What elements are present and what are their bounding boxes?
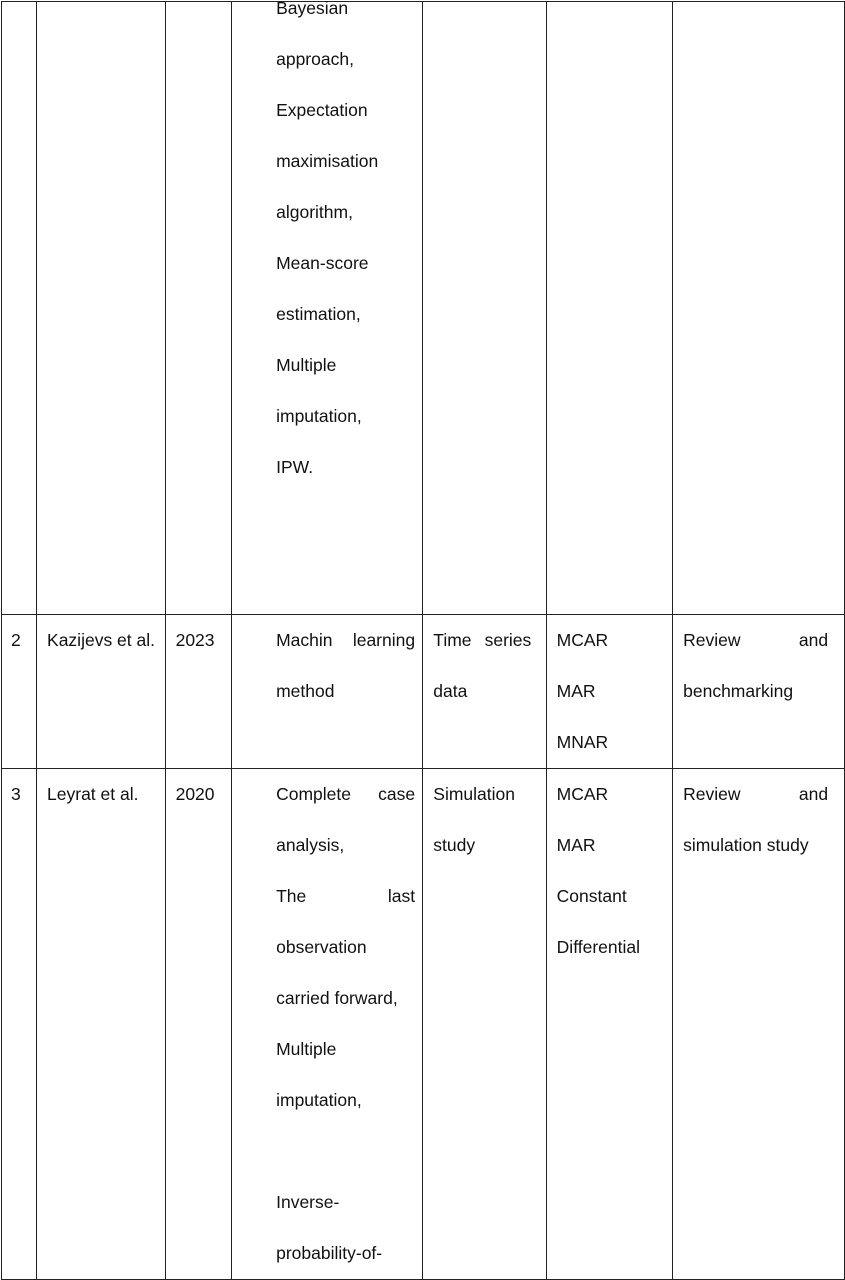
cell-year: 2023 [165,615,232,769]
table-row [2,2,845,615]
cell-mechanism [546,615,672,769]
data-line: Simulation [433,784,516,804]
study-line: simulation study [683,835,809,855]
methods-line: probability-of- [276,1243,383,1263]
methods-line: algorithm, [276,202,353,222]
mechanism-item: Constant [556,886,627,906]
mechanism-item: MAR [556,835,596,855]
methods-word: case [378,784,416,804]
study-line: benchmarking [683,681,794,701]
study-word: and [798,784,829,804]
cell-study-type [673,615,845,769]
methods-word: The [276,886,307,906]
cell-methods [232,2,423,615]
cell-data-type [423,769,546,1280]
methods-line: imputation, [276,406,362,426]
cell-study-type [673,2,845,615]
cell-data-type [423,2,546,615]
cell-mechanism [546,769,672,1280]
table-row [2,615,845,769]
data-line: data [433,681,468,701]
cell-authors [37,2,166,615]
methods-line: approach, [276,49,354,69]
methods-line: observation [276,937,367,957]
methods-line: Inverse- [276,1192,340,1212]
data-line: study [433,835,476,855]
cell-methods [232,769,423,1280]
literature-table [1,1,845,1280]
mechanism-item: MCAR [556,784,609,804]
methods-line: Expectation [276,100,368,120]
methods-line: method [276,681,335,701]
methods-line: Multiple [276,1039,337,1059]
methods-line: IPW. [276,457,314,477]
cell-study-type [673,769,845,1280]
mechanism-item: Differential [556,937,641,957]
study-word: Review [683,630,741,650]
methods-word: Complete [276,784,352,804]
blank-line [276,1126,415,1177]
methods-line: Mean-score [276,253,369,273]
methods-word: learning [352,630,416,650]
cell-year [165,2,232,615]
methods-line: estimation, [276,304,361,324]
cell-no: 2 [2,615,37,769]
methods-line: analysis, [276,835,345,855]
mechanism-item: MAR [556,681,596,701]
cell-data-type [423,615,546,769]
methods-line: maximisation [276,151,379,171]
methods-line: Multiple [276,355,337,375]
mechanism-item: MNAR [556,732,609,752]
study-word: Review [683,784,741,804]
methods-word: Machin [276,630,333,650]
methods-word: last [387,886,416,906]
mechanism-item: MCAR [556,630,609,650]
methods-line: imputation, [276,1090,362,1110]
cell-methods [232,615,423,769]
methods-line: carried forward, [276,988,398,1008]
cell-year: 2020 [165,769,232,1280]
data-word: Time [433,630,472,650]
data-word: series [484,630,532,650]
methods-line: Bayesian [276,0,349,18]
cell-authors: Kazijevs et al. [37,615,166,769]
table-row [2,769,845,1280]
cell-authors: Leyrat et al. [37,769,166,1280]
cell-no [2,2,37,615]
cell-no: 3 [2,769,37,1280]
cell-mechanism [546,2,672,615]
study-word: and [798,630,829,650]
